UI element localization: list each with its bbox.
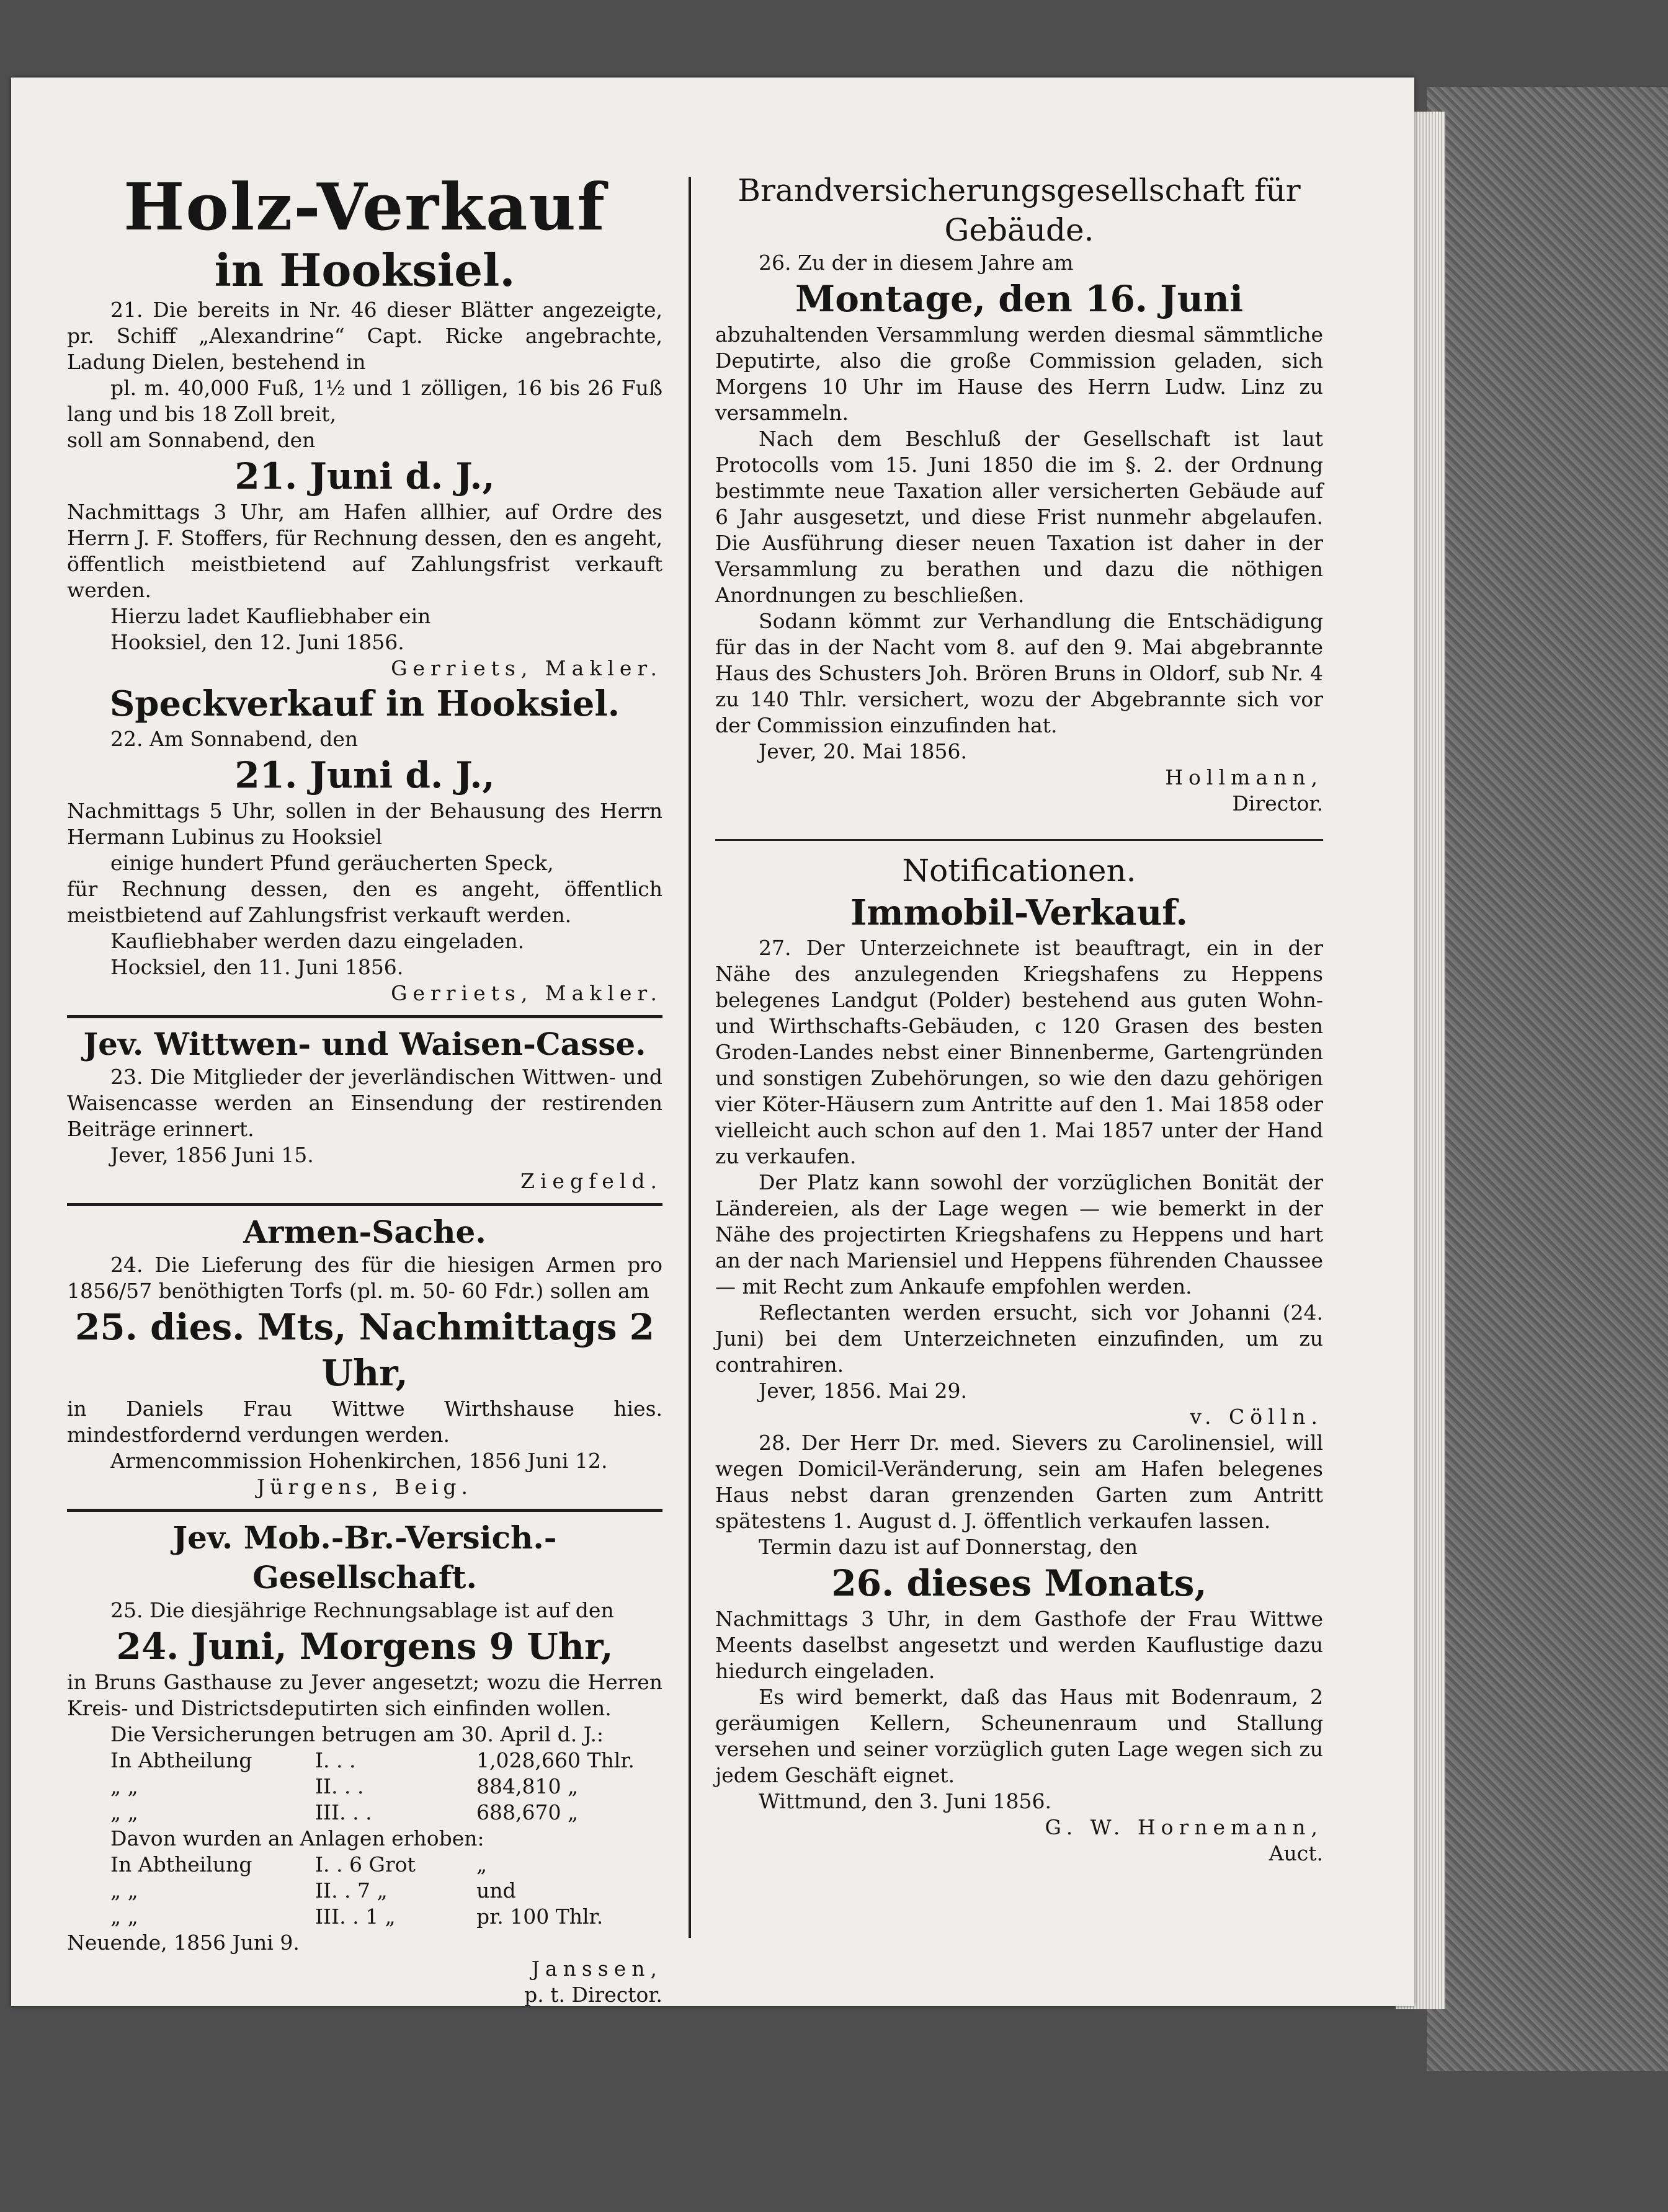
brand-text-4: Sodann kömmt zur Verhandlung die Entschädigung für das in der Nacht vom 8. auf den 9. Mai abgebrannte Haus des Schusters Joh. Brören Bruns in Oldorf, sub Nr. 4 zu 140 Thlr. versichert, wozu der Abgebrannte sich vor der Commission einzufinden hat. bbox=[715, 609, 1323, 737]
notice-speckverkauf bbox=[67, 682, 662, 1006]
armen-date: 25. dies. Mts, Nachmittags 2 Uhr, bbox=[74, 1306, 655, 1394]
notif-title: Immobil-Verkauf. bbox=[850, 892, 1188, 933]
table-row bbox=[67, 1774, 662, 1800]
sievers-text-3: Nachmittags 3 Uhr, in dem Gasthofe der Frau Wittwe Meents daselbst angesetzt und werden Kauflustige dazu hiedurch eingeladen. bbox=[715, 1607, 1323, 1683]
table-cell: und bbox=[476, 1878, 516, 1903]
sievers-text-4: Es wird bemerkt, daß das Haus mit Bodenraum, 2 geräumigen Kellern, Scheunenraum und Stallung versehen und seiner vorzüglich guten Lage wegen sich zu jedem Geschäft eignet. bbox=[715, 1685, 1323, 1787]
speck-title: Speckverkauf in Hooksiel. bbox=[109, 683, 620, 724]
table-cell: II. . . bbox=[315, 1774, 364, 1798]
wittwen-text-2: Jever, 1856 Juni 15. bbox=[110, 1143, 314, 1167]
speck-signature: Gerriets, Makler. bbox=[391, 981, 662, 1005]
mob-text-5: Neuende, 1856 Juni 9. bbox=[67, 1930, 300, 1955]
mob-table-1 bbox=[67, 1748, 662, 1826]
armen-text-3: Armencommission Hohenkirchen, 1856 Juni 12. bbox=[110, 1449, 608, 1473]
table-row bbox=[67, 1852, 662, 1878]
table-cell: „ „ bbox=[110, 1878, 138, 1903]
table-row bbox=[67, 1878, 662, 1904]
wittwen-signature: Ziegfeld. bbox=[520, 1169, 662, 1193]
holz-text-2: pl. m. 40,000 Fuß, 1½ und 1 zölligen, 16 bis 26 Fuß lang und bis 18 Zoll breit, bbox=[67, 376, 662, 426]
section-rule bbox=[67, 1203, 662, 1206]
section-rule bbox=[67, 1015, 662, 1018]
table-cell: In Abtheilung bbox=[110, 1852, 252, 1877]
table-cell: III. . 1 „ bbox=[315, 1904, 396, 1929]
mob-signature-1: Janssen, bbox=[531, 1957, 662, 1981]
table-cell: III. . . bbox=[315, 1800, 372, 1824]
wittwen-text-1: 23. Die Mitglieder der jeverländischen Wittwen- und Waisencasse werden an Einsendung der restirenden Beiträge erinnert. bbox=[67, 1065, 662, 1141]
sievers-text-2: Termin dazu ist auf Donnerstag, den bbox=[759, 1535, 1138, 1559]
speck-text-2: Nachmittags 5 Uhr, sollen in der Behausung des Herrn Hermann Lubinus zu Hooksiel bbox=[67, 799, 662, 849]
speck-text-6: Hocksiel, den 11. Juni 1856. bbox=[110, 955, 404, 979]
sievers-signature-1: G. W. Hornemann, bbox=[1045, 1815, 1323, 1839]
table-cell: „ bbox=[476, 1852, 488, 1877]
holz-title: Holz-Verkauf bbox=[123, 169, 606, 245]
book-cover-edge bbox=[1427, 87, 1668, 2071]
notif-signature: v. Cölln. bbox=[1190, 1405, 1323, 1429]
table-row bbox=[67, 1800, 662, 1826]
speck-text-1: 22. Am Sonnabend, den bbox=[110, 727, 359, 751]
notice-wittwen-casse bbox=[67, 1024, 662, 1194]
table-cell: I. . . bbox=[315, 1748, 356, 1772]
notice-mob-versich bbox=[67, 1518, 662, 2008]
notif-heading: Notificationen. bbox=[902, 853, 1136, 889]
holz-text-1: 21. Die bereits in Nr. 46 dieser Blätter angezeigte, pr. Schiff „Alexandrine“ Capt. Ricke angebrachte, Ladung Dielen, bestehend in bbox=[67, 298, 662, 374]
sievers-text-5: Wittmund, den 3. Juni 1856. bbox=[759, 1789, 1051, 1813]
brand-text-5: Jever, 20. Mai 1856. bbox=[759, 739, 968, 763]
brand-text-1: 26. Zu der in diesem Jahre am bbox=[759, 251, 1074, 275]
brand-signature-2: Director. bbox=[1232, 791, 1323, 815]
table-cell: „ „ bbox=[110, 1800, 138, 1824]
mob-date: 24. Juni, Morgens 9 Uhr, bbox=[116, 1625, 613, 1668]
wittwen-title: Jev. Wittwen- und Waisen-Casse. bbox=[83, 1026, 646, 1062]
brand-date: Montage, den 16. Juni bbox=[795, 278, 1243, 320]
holz-subtitle: in Hooksiel. bbox=[214, 244, 515, 296]
notice-notificationen bbox=[715, 851, 1323, 1430]
left-column bbox=[67, 171, 662, 2008]
speck-text-5: Kaufliebhaber werden dazu eingeladen. bbox=[110, 929, 525, 953]
section-rule bbox=[715, 839, 1323, 841]
armen-text-1: 24. Die Lieferung des für die hiesigen Armen pro 1856/57 benöthigten Torfs (pl. m. 50- 60 Fdr.) sollen am bbox=[67, 1253, 662, 1303]
holz-text-5: Hierzu ladet Kaufliebhaber ein bbox=[110, 604, 431, 628]
right-column bbox=[715, 171, 1323, 1867]
table-cell: In Abtheilung bbox=[110, 1748, 252, 1772]
mob-text-4: Davon wurden an Anlagen erhoben: bbox=[110, 1826, 484, 1850]
notice-sievers bbox=[715, 1430, 1323, 1867]
armen-title: Armen-Sache. bbox=[243, 1214, 486, 1250]
mob-text-2: in Bruns Gasthause zu Jever angesetzt; wozu die Herren Kreis- und Districtsdeputirten sich einfinden wollen. bbox=[67, 1670, 662, 1720]
column-divider bbox=[689, 177, 691, 1938]
notice-holz-verkauf bbox=[67, 171, 662, 682]
mob-signature-2: p. t. Director. bbox=[524, 1983, 662, 2007]
holz-text-6: Hooksiel, den 12. Juni 1856. bbox=[110, 630, 404, 654]
section-rule bbox=[67, 1509, 662, 1512]
armen-signature: Jürgens, Beig. bbox=[256, 1475, 473, 1499]
brand-text-2: abzuhaltenden Versammlung werden diesmal sämmtliche Deputirte, also die große Commission geladen, sich Morgens 10 Uhr im Hause des Herrn Ludw. Linz zu versammeln. bbox=[715, 322, 1323, 425]
brand-text-3: Nach dem Beschluß der Gesellschaft ist laut Protocolls vom 15. Juni 1850 die im §. 2. der Ordnung bestimmte neue Taxation aller versicherten Gebäude auf 6 Jahr ausgesetzt, und diese Frist nunmehr abgelaufen. Die Ausführung dieser neuen Taxation ist daher in der Versammlung zu berathen und dazu die nöthigen Anordnungen zu beschließen. bbox=[715, 427, 1323, 607]
notif-text-3: Reflectanten werden ersucht, sich vor Johanni (24. Juni) bei dem Unterzeichneten einzufinden, um zu contrahiren. bbox=[715, 1300, 1323, 1377]
table-cell: 1,028,660 Thlr. bbox=[476, 1748, 635, 1772]
mob-text-1: 25. Die diesjährige Rechnungsablage ist auf den bbox=[110, 1598, 614, 1622]
table-row bbox=[67, 1904, 662, 1930]
holz-text-3: soll am Sonnabend, den bbox=[67, 428, 316, 452]
sievers-text-1: 28. Der Herr Dr. med. Sievers zu Carolinensiel, will wegen Domicil-Veränderung, sein am Hafen belegenes Haus nebst daran grenzenden Garten zum Antritt spätestens 1. August d. J. öffentlich verkaufen lassen. bbox=[715, 1431, 1323, 1533]
table-cell: I. . 6 Grot bbox=[315, 1852, 416, 1877]
holz-text-4: Nachmittags 3 Uhr, am Hafen allhier, auf Ordre des Herrn J. F. Stoffers, für Rechnung dessen, den es angeht, öffentlich meistbietend auf Zahlungsfrist verkauft werden. bbox=[67, 500, 662, 602]
mob-table-2 bbox=[67, 1852, 662, 1930]
table-cell: 688,670 „ bbox=[476, 1800, 579, 1824]
mob-text-3: Die Versicherungen betrugen am 30. April d. J.: bbox=[110, 1722, 604, 1746]
table-cell: „ „ bbox=[110, 1774, 138, 1798]
notif-text-1: 27. Der Unterzeichnete ist beauftragt, ein in der Nähe des anzulegenden Kriegshafens zu Heppens belegenes Landgut (Polder) bestehend aus guten Wohn- und Wirthschafts-Gebäuden, c 120 Grasen des besten Groden-Landes nebst einer Binnenberme, Gartengründen und sonstigen Zubehörungen, so wie den dazu gehörigen vier Köter-Häusern zum Antritte auf den 1. Mai 1858 oder vielleicht auch schon auf den 1. Mai 1857 unter der Hand zu verkaufen. bbox=[715, 936, 1323, 1168]
notif-text-4: Jever, 1856. Mai 29. bbox=[759, 1379, 968, 1403]
table-cell: „ „ bbox=[110, 1904, 138, 1929]
table-cell: pr. 100 Thlr. bbox=[476, 1904, 604, 1929]
armen-text-2: in Daniels Frau Wittwe Wirthshause hies. mindestfordernd verdungen werden. bbox=[67, 1397, 662, 1447]
speck-date: 21. Juni d. J., bbox=[234, 754, 495, 796]
brand-subtitle: Gebäude. bbox=[944, 212, 1094, 248]
notice-armen-sache bbox=[67, 1212, 662, 1500]
newspaper-page bbox=[11, 78, 1414, 2006]
notice-brandversicherung bbox=[715, 171, 1323, 817]
brand-title: Brandversicherungsgesellschaft für bbox=[738, 172, 1301, 208]
table-cell: 884,810 „ bbox=[476, 1774, 579, 1798]
sievers-signature-2: Auct. bbox=[1269, 1841, 1323, 1865]
brand-signature-1: Hollmann, bbox=[1165, 765, 1323, 789]
notif-text-2: Der Platz kann sowohl der vorzüglichen Bonität der Ländereien, als der Lage wegen — wie bemerkt in der Nähe des projectirten Kriegshafens zu Heppens und hart an der nach Mariensiel und Heppens führenden Chaussee — mit Recht zum Ankaufe empfohlen werden. bbox=[715, 1170, 1323, 1299]
table-row bbox=[67, 1748, 662, 1774]
holz-signature: Gerriets, Makler. bbox=[391, 656, 662, 680]
sievers-date: 26. dieses Monats, bbox=[831, 1562, 1207, 1604]
speck-text-4: für Rechnung dessen, den es angeht, öffentlich meistbietend auf Zahlungsfrist verkauft werden. bbox=[67, 877, 662, 927]
table-cell: II. . 7 „ bbox=[315, 1878, 388, 1903]
speck-text-3: einige hundert Pfund geräucherten Speck, bbox=[110, 851, 554, 875]
holz-date: 21. Juni d. J., bbox=[234, 455, 495, 497]
mob-title: Jev. Mob.-Br.-Versich.-Gesellschaft. bbox=[172, 1519, 557, 1596]
